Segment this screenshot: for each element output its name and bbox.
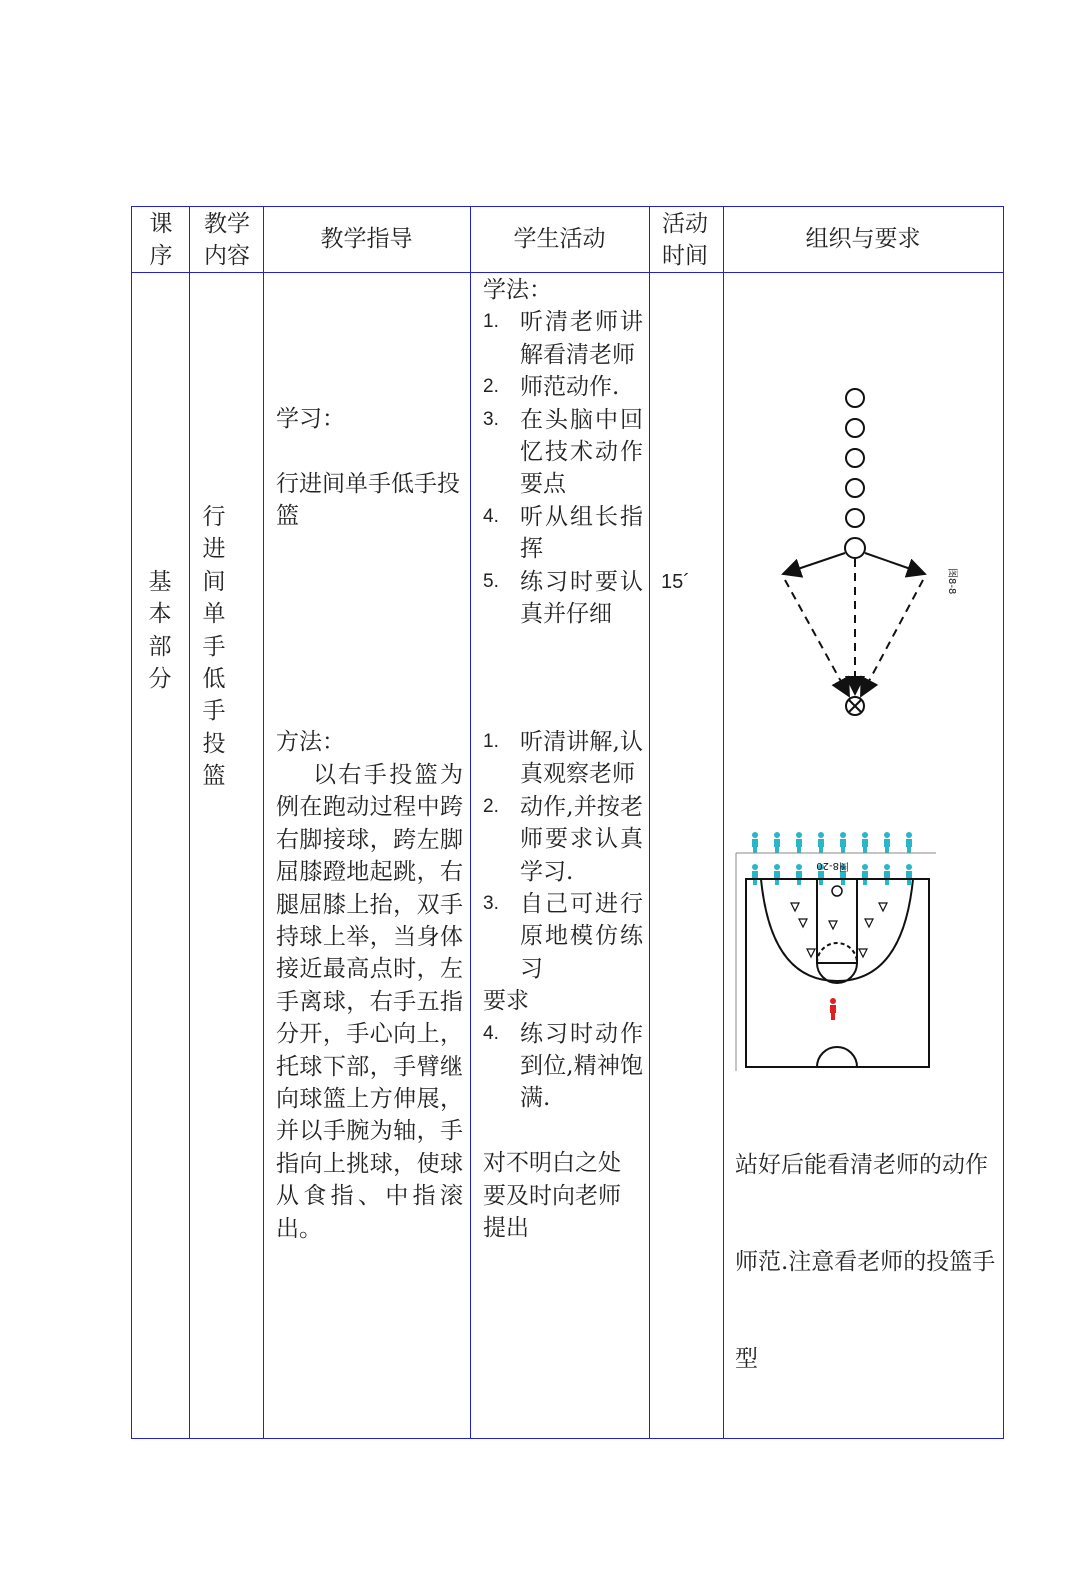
organization-note-2: 师范.注意看老师的投篮手: [735, 1249, 996, 1275]
table-border-top: [131, 206, 1004, 207]
guidance-learn-topic: 行进间单手低手投篮: [276, 471, 460, 530]
player-queue-marker: [846, 449, 864, 467]
student-figure: [752, 864, 758, 885]
student-require-label: 要求: [483, 988, 529, 1015]
basketball-court-diagram: [731, 821, 941, 1076]
header-teaching-guidance: 教学指导: [320, 226, 413, 252]
court-boundary: [746, 879, 929, 1067]
list-item: [483, 888, 643, 985]
student-figure: [774, 832, 780, 853]
list-item-text: 听从组长指挥: [520, 503, 643, 563]
layup-path-diagram: [771, 376, 961, 726]
list-item-number: 4.: [483, 505, 499, 527]
list-item-text: 练习时要认真并仔细: [520, 568, 643, 628]
list-item-text: 动作,并按老师要求认真学习.: [520, 793, 643, 885]
teaching-content-char: 单: [202, 601, 226, 628]
student-figure: [862, 832, 868, 853]
list-item-text: 听清老师讲解看清老师: [520, 309, 643, 368]
student-figure: [884, 832, 890, 853]
list-item: [483, 726, 643, 791]
list-item-number: 3.: [483, 408, 499, 430]
student-figure: [796, 864, 802, 885]
student-activity-cell: [483, 274, 643, 630]
lesson-section-label: [145, 566, 175, 696]
table-border-right: [1003, 206, 1004, 1439]
list-item-text: 练习时动作到位,精神饱满.: [520, 1020, 643, 1112]
student-figure: [906, 864, 912, 885]
column-divider: [649, 206, 650, 1439]
column-divider: [263, 206, 264, 1439]
list-item-number: 4.: [483, 1022, 499, 1044]
passer-marker: [845, 538, 865, 558]
list-item: [483, 566, 643, 631]
court-figure-label: 图8-20: [816, 860, 849, 871]
list-item: [483, 404, 643, 501]
guidance-method-text: 以右手投篮为例在跑动过程中跨右脚接球，跨左脚屈膝蹬地起跳，右腿屈膝上抬，双手持球上举，当身体接近最高点时，左手离球，右手五指分开，手心向上，托球下部，手臂继向球篮上方伸展，并以手腕为轴，手指向上挑球，使球从食指、中指滚出。: [276, 762, 463, 1242]
table-border-left: [131, 206, 132, 1439]
header-activity-time: 活动时间: [662, 211, 708, 269]
lesson-section-char: 本: [148, 601, 172, 628]
student-figure: [818, 832, 824, 853]
list-item-number: 1.: [483, 731, 499, 752]
column-divider: [470, 206, 471, 1439]
center-circle: [817, 1047, 857, 1067]
guidance-method-label: 方法：: [276, 729, 345, 755]
teaching-content-char: 进: [202, 536, 226, 563]
list-item-number: 5.: [483, 570, 499, 592]
header-divider: [131, 272, 1004, 273]
list-item: [483, 501, 643, 566]
activity-time: 15´: [661, 571, 690, 593]
teacher-figure: [830, 998, 836, 1020]
student-figure: [752, 832, 758, 853]
header-teaching-content: 教学内容: [204, 211, 250, 269]
teaching-content-char: 手: [202, 633, 226, 660]
list-item-text: 自己可进行原地模仿练习: [520, 891, 643, 982]
lesson-section-char: 部: [148, 633, 172, 660]
guidance-learn-label: 学习：: [276, 406, 345, 432]
student-figure: [906, 832, 912, 853]
student-figure: [796, 832, 802, 853]
list-item-text: 师范动作.: [520, 374, 620, 401]
teaching-content-label: [199, 501, 229, 793]
player-queue-marker: [846, 479, 864, 497]
player-queue-marker: [846, 509, 864, 527]
lesson-section-char: 分: [148, 666, 172, 693]
student-figure: [862, 864, 868, 885]
student-method-list: [483, 726, 643, 985]
student-note: 对不明白之处要及时向老师提出: [483, 1150, 621, 1242]
teaching-content-char: 行: [202, 504, 226, 530]
lesson-plan-table: [131, 206, 1004, 1439]
student-require-list: [483, 1018, 643, 1115]
organization-note-1: 站好后能看清老师的动作: [735, 1152, 988, 1178]
header-student-activity: 学生活动: [513, 226, 606, 252]
student-figure: [884, 864, 890, 885]
header-lesson-order: 课序: [149, 211, 173, 269]
student-figure: [840, 832, 846, 853]
figure-label: 图8-8: [946, 568, 957, 595]
three-point-arc: [761, 879, 913, 981]
list-item: [483, 791, 643, 888]
player-queue-marker: [846, 419, 864, 437]
teaching-content-char: 低: [202, 666, 226, 693]
list-item-number: 2.: [483, 795, 499, 817]
teaching-content-char: 篮: [202, 763, 226, 790]
student-figure: [774, 864, 780, 885]
list-item-text: 在头脑中回忆技术动作要点: [520, 406, 643, 498]
player-queue-marker: [846, 389, 864, 407]
list-item-text: 听清讲解,认真观察老师: [520, 729, 643, 788]
teaching-content-char: 手: [202, 698, 226, 725]
list-item-number: 2.: [483, 376, 499, 398]
column-divider: [189, 206, 190, 1439]
organization-note-3: 型: [735, 1346, 758, 1372]
column-divider: [723, 206, 724, 1439]
header-organization: 组织与要求: [805, 226, 921, 252]
list-item: [483, 1018, 643, 1115]
free-throw-circle-upper: [817, 943, 857, 963]
student-study-label: 学法：: [483, 277, 552, 303]
teaching-content-char: 投: [202, 730, 226, 757]
student-method-cell: [483, 726, 643, 1244]
list-item-number: 1.: [483, 311, 499, 333]
list-item-number: 3.: [483, 893, 499, 915]
student-study-list: [483, 306, 643, 630]
list-item: [483, 306, 643, 371]
lesson-section-char: 基: [148, 569, 172, 595]
table-border-bottom: [131, 1438, 1004, 1439]
rim: [832, 886, 842, 896]
list-item: [483, 371, 643, 403]
teaching-content-char: 间: [202, 568, 226, 595]
